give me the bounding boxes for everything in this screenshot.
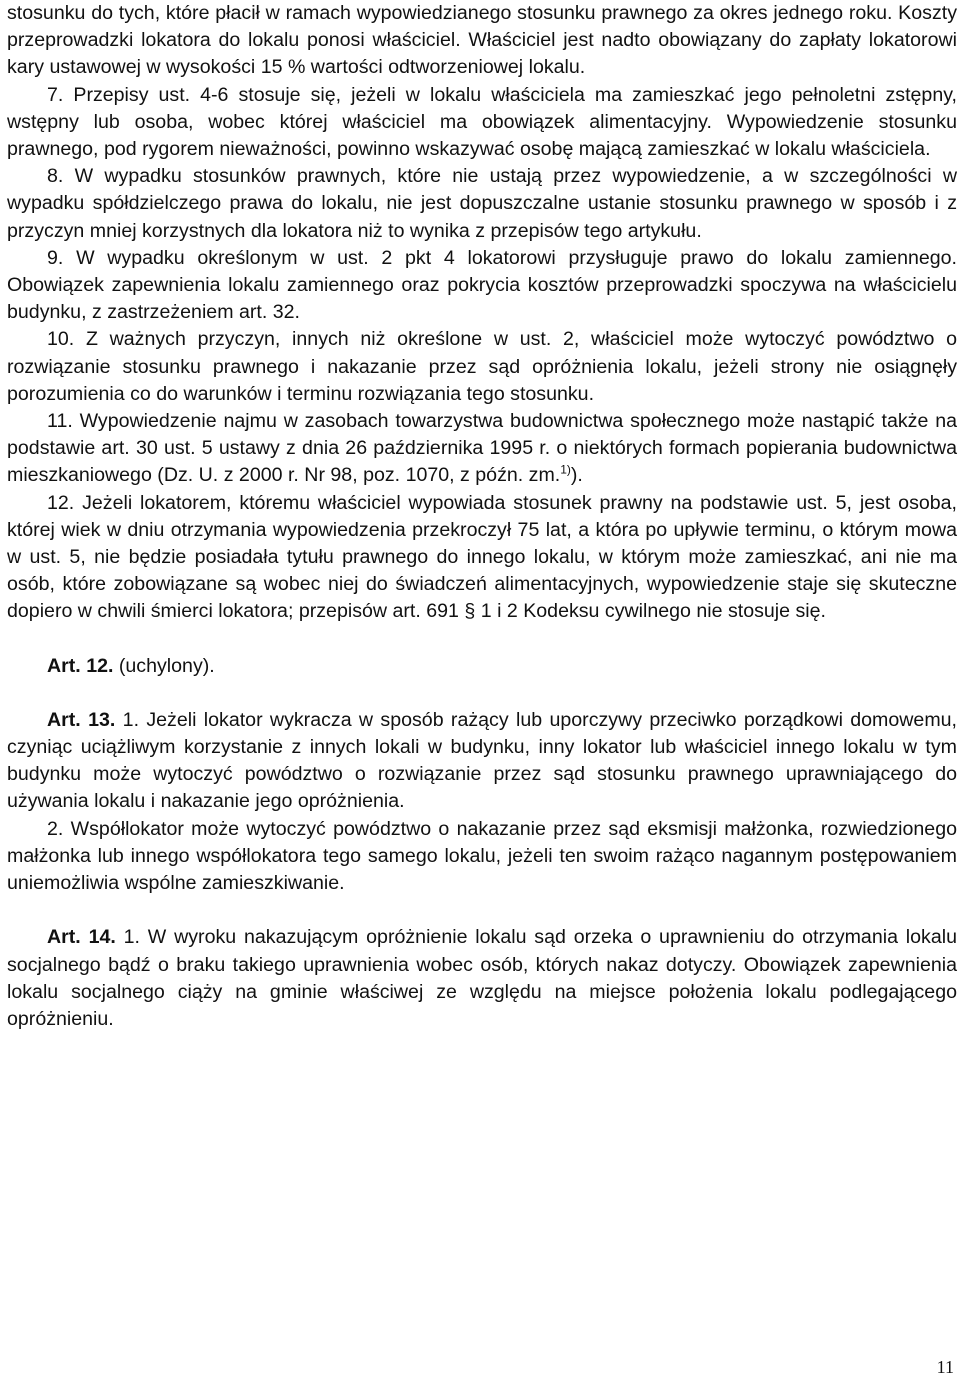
article-12-text: (uchylony). [113, 654, 215, 677]
article-13-paragraph-2: 2. Współlokator może wytoczyć powództwo o nakazanie przez sąd eksmisji małżonka, rozwiedzionego małżonka lub innego współlokatora tego samego lokalu, jeżeli ten swoim rażąco nagannym postępowaniem uniemożliwia wspólne zamieszkiwanie. [7, 817, 957, 895]
spacer [7, 897, 957, 924]
article-14 [7, 924, 957, 1033]
paragraph-11 [7, 408, 957, 490]
article-12-label: Art. 12. [47, 654, 114, 677]
article-13 [7, 707, 957, 816]
paragraph-11-text: 11. Wypowiedzenie najmu w zasobach towarzystwa budownictwa społecznego może nastąpić także na podstawie art. 30 ust. 5 ustawy z dnia 26 października 1995 r. o niektórych formach popierania budownictwa mieszkaniowego (Dz. U. z 2000 r. Nr 98, poz. 1070, z późn. zm. [7, 410, 957, 487]
article-14-label: Art. 14. [47, 926, 116, 949]
paragraph-11-end: ). [570, 464, 583, 487]
article-12 [7, 653, 957, 680]
paragraph-9: 9. W wypadku określonym w ust. 2 pkt 4 lokatorowi przysługuje prawo do lokalu zamiennego. Obowiązek zapewnienia lokalu zamiennego oraz pokrycia kosztów przeprowadzki spoczywa na właścicielu budynku, z zastrzeżeniem art. 32. [7, 246, 957, 324]
page-number: 11 [936, 1357, 954, 1377]
paragraph-7: 7. Przepisy ust. 4-6 stosuje się, jeżeli w lokalu właściciela ma zamieszkać jego pełnoletni zstępny, wstępny lub osoba, wobec której właściciel ma obowiązek alimentacyjny. Wypowiedzenie stosunku prawnego, pod rygorem nieważności, powinno wskazywać osobę mającą zamieszkać w lokalu właściciela. [7, 83, 957, 161]
paragraph-10: 10. Z ważnych przyczyn, innych niż określone w ust. 2, właściciel może wytoczyć powództwo o rozwiązanie stosunku prawnego i nakazanie przez sąd opróżnienia lokalu, jeżeli strony nie osiągnęły porozumienia co do warunków i terminu rozwiązania tego stosunku. [7, 328, 957, 405]
article-13-text: 1. Jeżeli lokator wykracza w sposób rażący lub uporczywy przeciwko porządkowi domowemu, czyniąc uciążliwym korzystanie z innych lokali w budynku, inny lokator lub właściciel innego lokalu w tym budynku może wytoczyć powództwo o rozwiązanie przez sąd stosunku prawnego uprawniającego do używania lokalu i nakazanie jego opróżnienia. [7, 708, 957, 813]
section-sign: § [464, 600, 476, 623]
footnote-ref: 1) [560, 462, 571, 477]
paragraph-12-end: 1 i 2 Kodeksu cywilnego nie stosuje się. [475, 600, 826, 623]
paragraph-continuation: stosunku do tych, które płacił w ramach wypowiedzianego stosunku prawnego za okres jednego roku. Koszty przeprowadzki lokatora do lokalu ponosi właściciel. Właściciel jest nadto obowiązany do zapłaty lokatorowi kary ustawowej w wysokości 15 % wartości odtworzeniowej lokalu. [7, 2, 957, 79]
spacer [7, 680, 957, 707]
spacer [7, 626, 957, 653]
article-14-text: 1. W wyroku nakazującym opróżnienie lokalu sąd orzeka o uprawnieniu do otrzymania lokalu socjalnego bądź o braku takiego uprawnienia wobec osób, których nakaz dotyczy. Obowiązek zapewnienia lokalu socjalnego ciąży na gminie właściwej ze względu na miejsce położenia lokalu podlegającego opróżnieniu. [7, 926, 957, 1030]
paragraph-8: 8. W wypadku stosunków prawnych, które nie ustają przez wypowiedzenie, a w szczególności w wypadku spółdzielczego prawa do lokalu, nie jest dopuszczalne ustanie stosunku prawnego w sposób i z przyczyn mniej korzystnych dla lokatora niż to wynika z przepisów tego artykułu. [7, 165, 957, 242]
document-page [7, 0, 957, 1033]
paragraph-12 [7, 490, 957, 626]
paragraph-12-text: 12. Jeżeli lokatorem, któremu właściciel wypowiada stosunek prawny na podstawie ust. 5, jest osoba, której wiek w dniu otrzymania wypowiedzenia przekroczył 75 lat, a która po upływie terminu, o którym mowa w ust. 5, nie będzie posiadała tytułu prawnego do innego lokalu, w którym może zamieszkać, ani nie ma osób, które zobowiązane są wobec niej do świadczeń alimentacyjnych, wypowiedzenie staje się skuteczne dopiero w chwili śmierci lokatora; przepisów art. 691 [7, 491, 957, 623]
article-13-label: Art. 13. [47, 708, 116, 731]
